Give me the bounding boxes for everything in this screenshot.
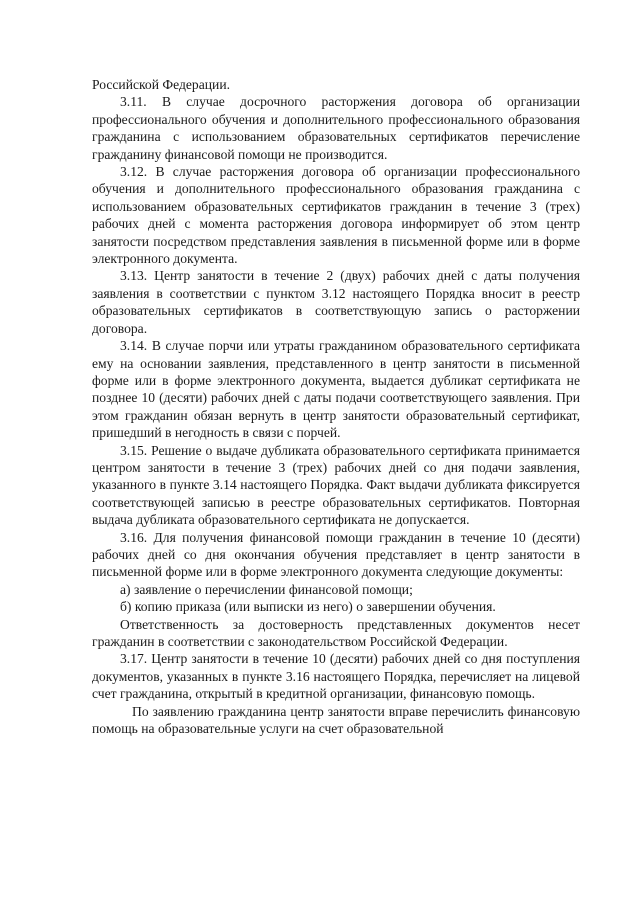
paragraph-3-15: 3.15. Решение о выдаче дубликата образовательного сертификата принимается центром занятости в течение 3 (трех) рабочих дней со дня подачи заявления, указанного в пункте 3.14 настоящего Порядка. Факт выдачи дубликата фиксируется соответствующей записью в реестре образовательных сертификатов. Повторная выдача дубликата образовательного сертификата не допускается.: [92, 442, 580, 528]
list-item-b: б) копию приказа (или выписки из него) о завершении обучения.: [120, 599, 496, 615]
list-item-a: а) заявление о перечислении финансовой помощи;: [120, 581, 413, 597]
paragraph-transfer: По заявлению гражданина центр занятости вправе перечислить финансовую помощь на образовательные услуги на счет образовательной: [92, 703, 580, 737]
paragraph-3-16: 3.16. Для получения финансовой помощи гражданин в течение 10 (десяти) рабочих дней со дня окончания обучения представляет в центр занятости в письменной форме или в форме электронного документа следующие документы:: [92, 529, 580, 580]
paragraph-continuation: Российской Федерации.: [92, 77, 230, 92]
paragraph-3-17: 3.17. Центр занятости в течение 10 (десяти) рабочих дней со дня поступления документов, указанных в пункте 3.16 настоящего Порядка, перечисляет на лицевой счет гражданина, открытый в кредитной организации, финансовую помощь.: [92, 651, 580, 702]
paragraph-3-14: 3.14. В случае порчи или утраты гражданином образовательного сертификата ему на основании заявления, представленного в центр занятости в письменной форме или в форме электронного документа, выдается дубликат сертификата не позднее 10 (десяти) рабочих дней с даты подачи соответствующего заявления. При этом гражданин обязан вернуть в центр занятости образовательный сертификат, пришедший в негодность в связи с порчей.: [92, 338, 580, 441]
paragraph-3-11: 3.11. В случае досрочного расторжения договора об организации профессионального обучения и дополнительного профессионального образования гражданина с использованием образовательных сертификатов перечисление гражданину финансовой помощи не производится.: [92, 94, 580, 162]
paragraph-3-13: 3.13. Центр занятости в течение 2 (двух) рабочих дней с даты получения заявления в соответствии с пунктом 3.12 настоящего Порядка вносит в реестр образовательных сертификатов в соответствующую запись о расторжении договора.: [92, 268, 580, 336]
paragraph-responsibility: Ответственность за достоверность представленных документов несет гражданин в соответствии с законодательством Российской Федерации.: [92, 616, 580, 649]
paragraph-3-12: 3.12. В случае расторжения договора об организации профессионального обучения и дополнительного профессионального образования гражданина с использованием образовательных сертификатов гражданин в течение 3 (трех) рабочих дней с момента расторжения договора информирует об этом центр занятости посредством представления заявления в письменной форме или в форме электронного документа.: [92, 164, 580, 267]
document-page: [92, 76, 580, 737]
